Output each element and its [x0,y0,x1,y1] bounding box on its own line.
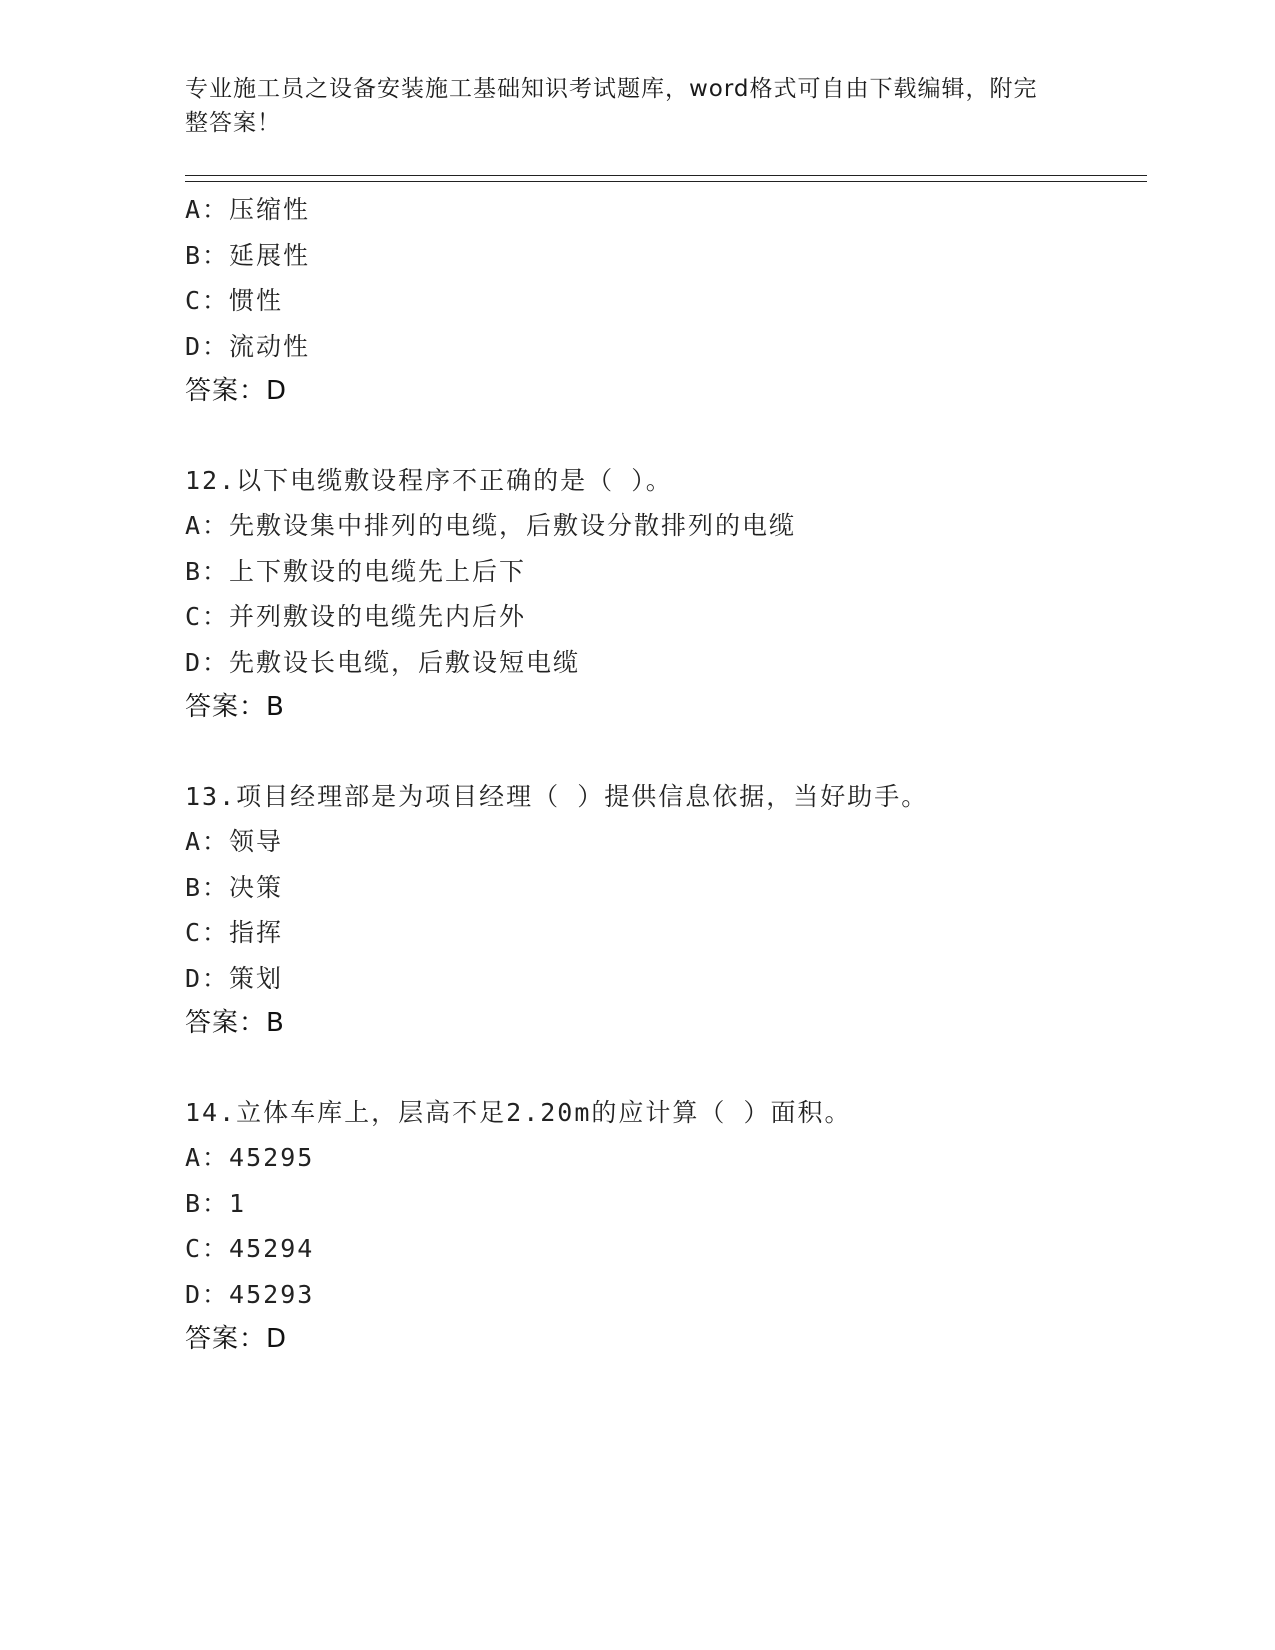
option-d: D：策划 [185,963,284,993]
option-b: B：决策 [185,872,284,902]
option-b: B：延展性 [185,240,311,270]
document-body [185,187,1145,1363]
answer-line: 答案：D [185,1324,288,1354]
question-14 [185,1090,1145,1363]
option-c: C：并列敷设的电缆先内后外 [185,602,527,631]
option-c: C：指挥 [185,918,284,947]
option-a: A：领导 [185,827,284,856]
question-title: 12.以下电缆敷设程序不正确的是（ ）。 [185,465,673,495]
option-c: C：45294 [185,1234,315,1263]
question-12 [185,458,1145,731]
option-c: C：惯性 [185,286,284,315]
option-a: A：压缩性 [185,195,311,224]
option-d: D：先敷设长电缆，后敷设短电缆 [185,647,581,677]
option-a: A：45295 [185,1143,315,1172]
header-title-line-1: 专业施工员之设备安装施工基础知识考试题库，word格式可自由下载编辑，附完 [185,76,1038,102]
header-divider-top [185,175,1147,176]
option-a: A：先敷设集中排列的电缆，后敷设分散排列的电缆 [185,511,797,540]
answer-line: 答案：D [185,376,288,406]
option-d: D：流动性 [185,331,311,361]
option-b: B：上下敷设的电缆先上后下 [185,556,527,586]
question-11-continuation [185,187,1145,415]
option-b: B：1 [185,1188,247,1218]
header-title-line-2: 整答案！ [185,110,281,136]
question-title: 14.立体车库上，层高不足2.20m的应计算（ ）面积。 [185,1097,852,1127]
document-header [185,72,1085,140]
question-13 [185,774,1145,1047]
answer-line: 答案：B [185,1008,285,1038]
answer-line: 答案：B [185,692,285,722]
question-title: 13.项目经理部是为项目经理（ ）提供信息依据，当好助手。 [185,781,929,811]
header-divider-bottom [185,181,1147,182]
option-d: D：45293 [185,1279,315,1309]
